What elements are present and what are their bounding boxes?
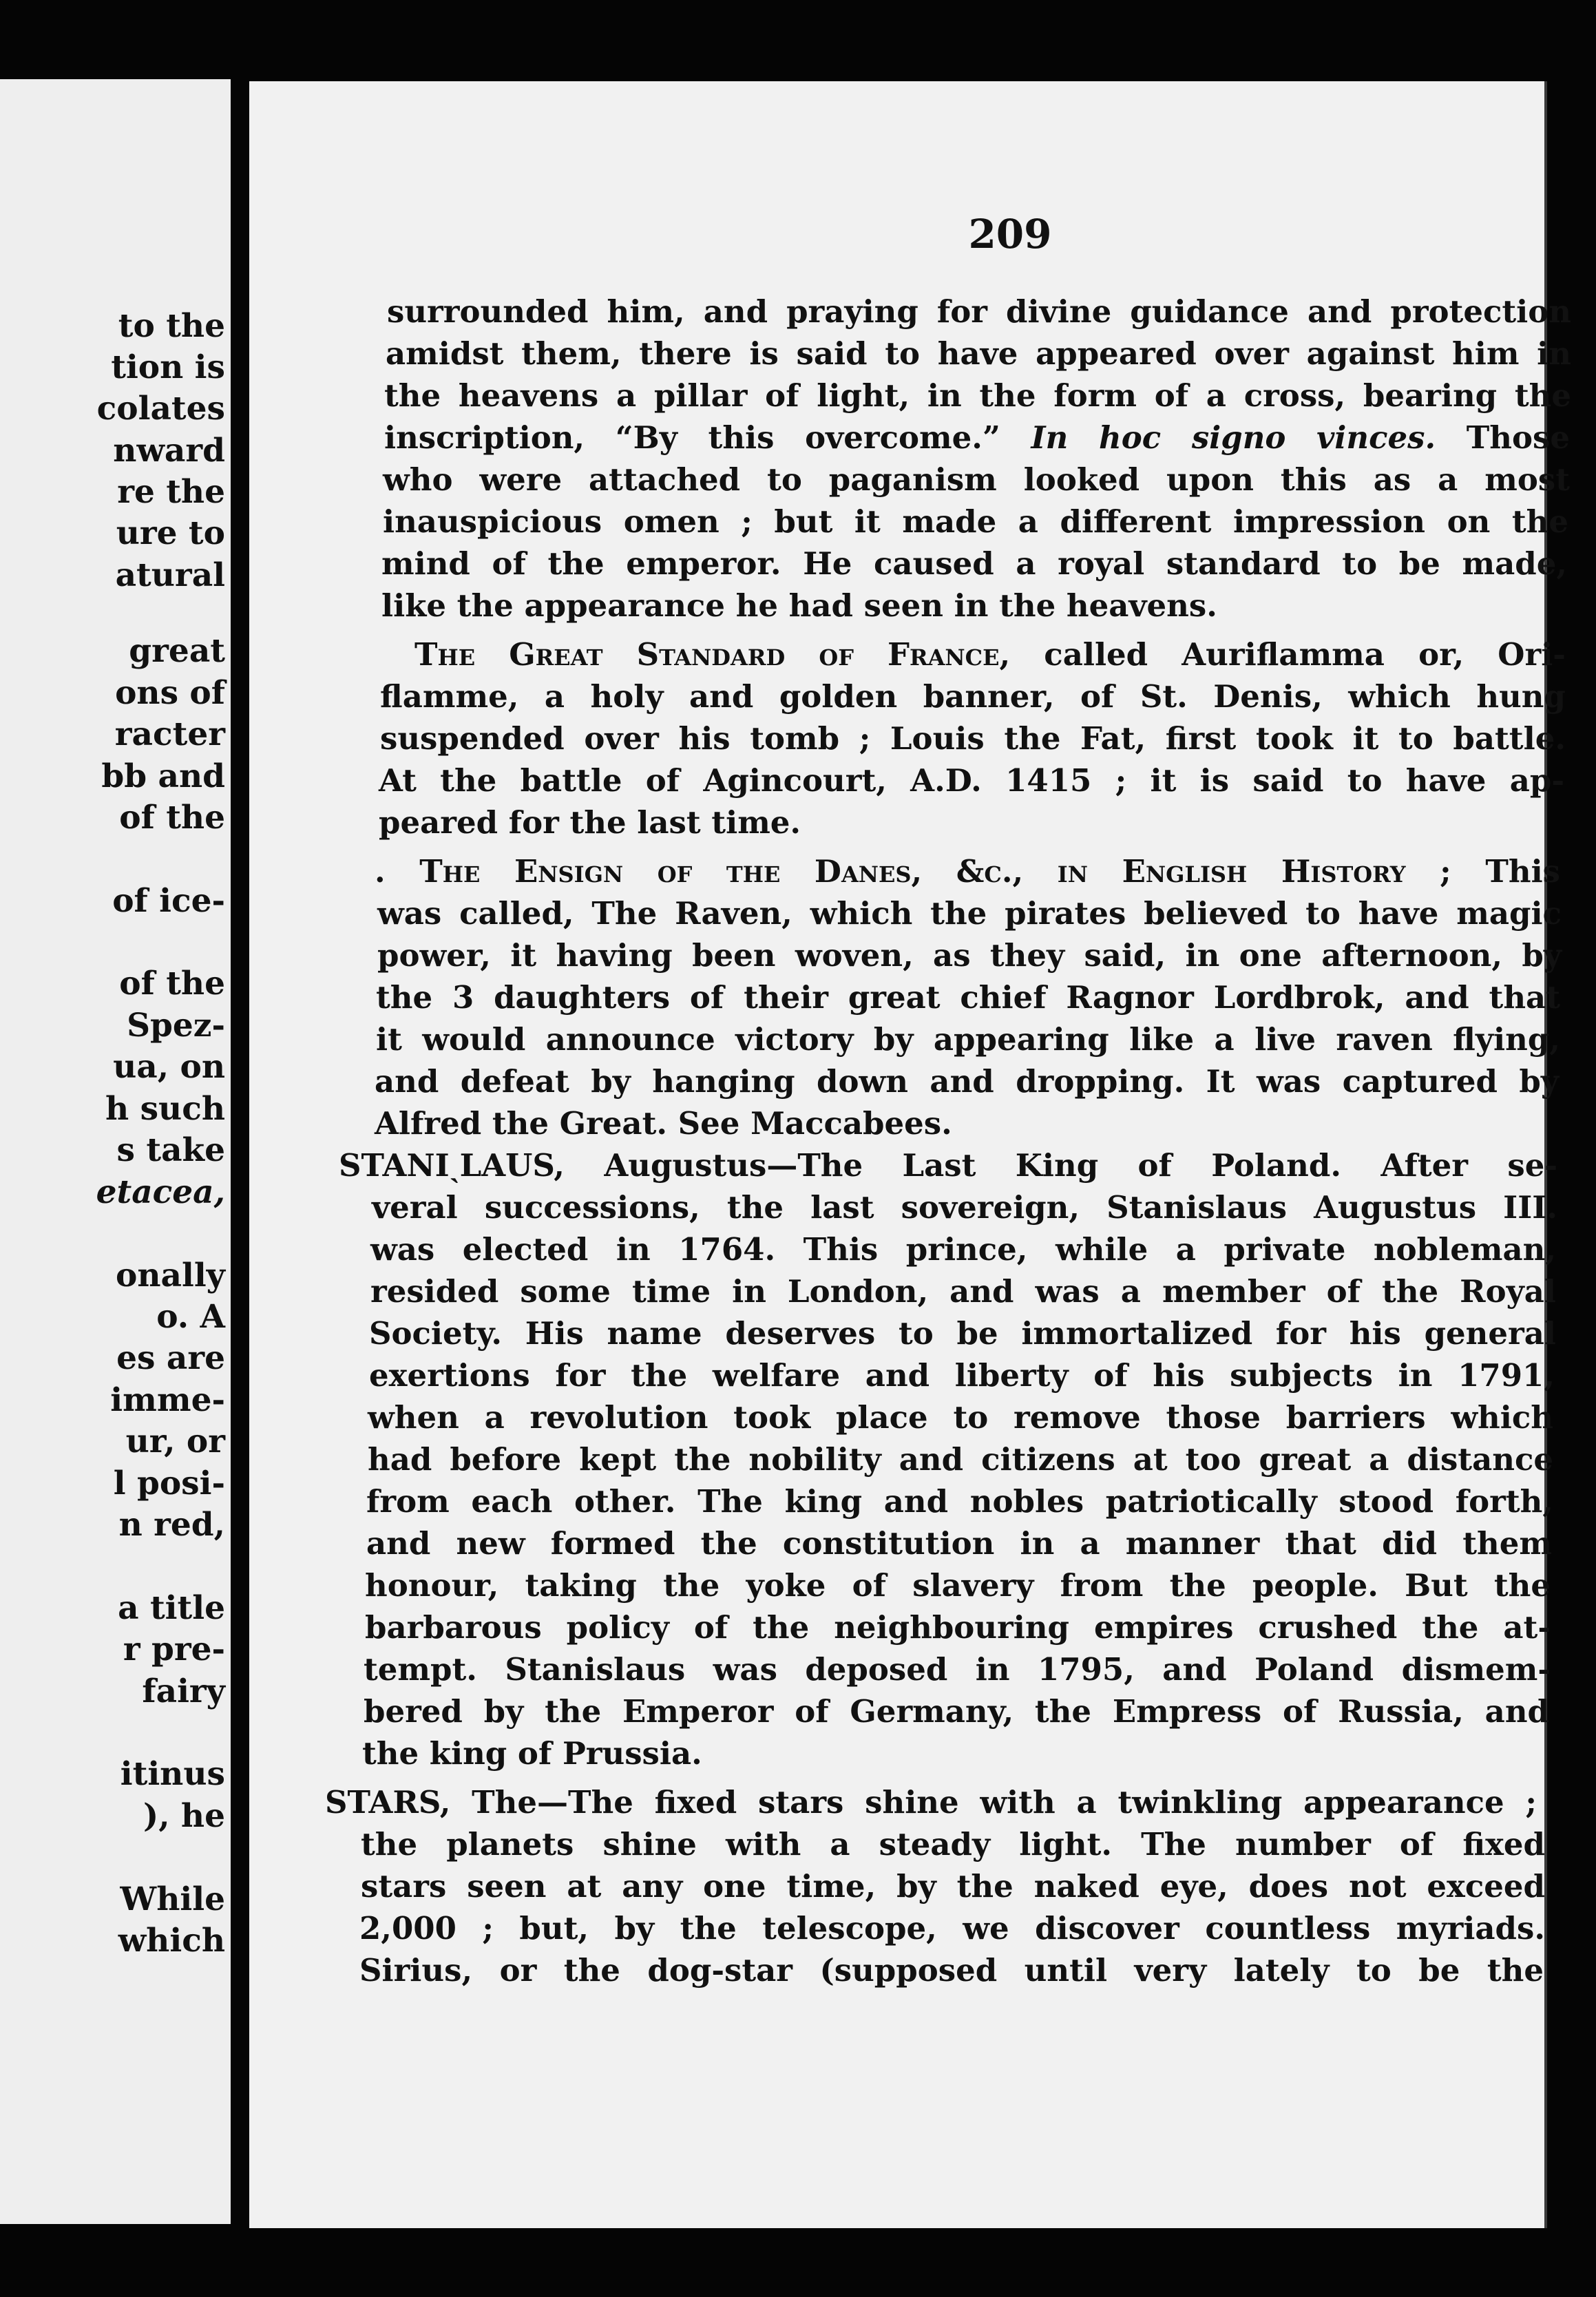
text-line: exertions for the welfare and liberty of his subjects in 1791, bbox=[369, 1357, 1555, 1394]
left-page-line: ), he bbox=[143, 1797, 225, 1835]
text-line: bered by the Emperor of Germany, the Empress of Russia, and bbox=[364, 1693, 1549, 1730]
text-line: was called, The Raven, which the pirates believed to have magic bbox=[377, 895, 1562, 932]
text-line: surrounded him, and praying for divine guidance and protection bbox=[387, 293, 1571, 330]
text-line: STANIˎLAUS, Augustus—The Last King of Poland. After se- bbox=[339, 1147, 1557, 1184]
main-page bbox=[249, 81, 1571, 2228]
text-line: mind of the emperor. He caused a royal standard to be made, bbox=[381, 545, 1567, 582]
left-page-line: fairy bbox=[142, 1672, 225, 1710]
left-page-line: nward bbox=[113, 432, 225, 470]
page-number: 209 bbox=[968, 211, 1052, 258]
text-line: flamme, a holy and golden banner, of St. Denis, which hung bbox=[380, 678, 1566, 715]
left-page-line: to the bbox=[118, 307, 225, 345]
text-line: the 3 daughters of their great chief Ragnor Lordbrok, and that bbox=[376, 979, 1560, 1016]
text-line: when a revolution took place to remove those barriers which bbox=[368, 1399, 1553, 1436]
text-line: barbarous policy of the neighbouring empires crushed the at- bbox=[365, 1609, 1551, 1646]
text-line: amidst them, there is said to have appeared over against him in bbox=[386, 335, 1571, 372]
left-page-line: of the bbox=[119, 965, 225, 1003]
text-line: resided some time in London, and was a member of the Royal bbox=[370, 1273, 1556, 1310]
left-page-line: es are bbox=[116, 1339, 225, 1377]
text-line: 2,000 ; but, by the telescope, we discover countless myriads. bbox=[359, 1910, 1545, 1947]
text-line: At the battle of Agincourt, A.D. 1415 ; it is said to have ap- bbox=[379, 762, 1564, 799]
left-page-line: r pre- bbox=[123, 1630, 225, 1668]
text-line: who were attached to paganism looked upon this as a most bbox=[383, 461, 1570, 498]
left-page-line: atural bbox=[115, 556, 225, 594]
left-page-line: etacea, bbox=[96, 1173, 225, 1211]
left-page-line: colates bbox=[96, 390, 225, 428]
left-page-line: Spez- bbox=[127, 1007, 225, 1045]
text-line: inauspicious omen ; but it made a different impression on the bbox=[383, 503, 1568, 540]
entry-heading: The Ensign of the Danes, &c., in English History bbox=[419, 853, 1406, 890]
text-run: inscription, “By this overcome.” bbox=[384, 419, 1031, 456]
text-line: it would announce victory by appearing like a live raven flying, bbox=[376, 1021, 1560, 1058]
left-page-line: s take bbox=[116, 1131, 225, 1169]
text-line: Alfred the Great. See Maccabees. bbox=[375, 1105, 952, 1142]
left-page-fragment bbox=[0, 79, 231, 2224]
text-line: suspended over his tomb ; Louis the Fat, first took it to battle. bbox=[380, 720, 1566, 757]
left-page-line: imme- bbox=[110, 1381, 225, 1419]
left-page-line: o. A bbox=[156, 1298, 225, 1336]
text-run: Those bbox=[1436, 419, 1570, 456]
latin-motto: In hoc signo vinces. bbox=[1031, 419, 1436, 456]
left-page-line: of the bbox=[119, 799, 225, 837]
text-line: and new formed the constitution in a manner that did them bbox=[366, 1525, 1552, 1562]
left-page-line: tion is bbox=[111, 348, 225, 386]
left-page-line: ons of bbox=[115, 674, 225, 712]
left-page-line: ur, or bbox=[125, 1423, 225, 1460]
text-line: like the appearance he had seen in the heavens. bbox=[381, 587, 1217, 624]
left-page-line: ua, on bbox=[113, 1048, 225, 1086]
left-page-line: onally bbox=[116, 1257, 225, 1294]
text-line: power, it having been woven, as they said, in one afternoon, by bbox=[377, 937, 1562, 974]
text-line bbox=[384, 419, 1570, 456]
text-line bbox=[414, 636, 1566, 673]
left-page-line: re the bbox=[117, 473, 225, 511]
left-page-line: While bbox=[120, 1880, 225, 1918]
text-line: and defeat by hanging down and dropping. It was captured by bbox=[375, 1063, 1559, 1100]
left-page-line: l posi- bbox=[113, 1465, 225, 1502]
left-page-line: ure to bbox=[116, 514, 225, 552]
text-line: had before kept the nobility and citizens at too great a distance bbox=[368, 1441, 1553, 1478]
left-page-line: h such bbox=[105, 1090, 225, 1128]
left-page-line: racter bbox=[114, 715, 225, 753]
left-page-line: of ice- bbox=[112, 882, 225, 920]
text-line: veral successions, the last sovereign, Stanislaus Augustus III. bbox=[372, 1189, 1557, 1226]
text-line: Society. His name deserves to be immortalized for his general bbox=[369, 1315, 1556, 1352]
text-run: . bbox=[375, 853, 420, 890]
text-line: the king of Prussia. bbox=[362, 1735, 702, 1772]
text-line: was elected in 1764. This prince, while a private nobleman, bbox=[370, 1231, 1556, 1268]
text-line: the planets shine with a steady light. The number of fixed bbox=[361, 1826, 1545, 1863]
text-run: called Auriflamma or, Ori- bbox=[1010, 636, 1566, 673]
text-line: peared for the last time. bbox=[379, 804, 801, 841]
text-line: the heavens a pillar of light, in the form of a cross, bearing the bbox=[384, 377, 1571, 414]
text-line: from each other. The king and nobles patriotically stood forth, bbox=[366, 1483, 1553, 1520]
left-page-line: great bbox=[129, 632, 225, 670]
text-line: Sirius, or the dog-star (supposed until very lately to be the bbox=[359, 1952, 1544, 1989]
text-line: stars seen at any one time, by the naked eye, does not exceed bbox=[361, 1868, 1545, 1905]
left-page-line: a title bbox=[118, 1589, 225, 1627]
text-line: STARS, The—The fixed stars shine with a twinkling appearance ; bbox=[325, 1784, 1537, 1821]
entry-heading: The Great Standard of France, bbox=[414, 636, 1011, 673]
left-page-line: itinus bbox=[120, 1755, 225, 1793]
text-line: honour, taking the yoke of slavery from the people. But the bbox=[365, 1567, 1551, 1604]
text-line: tempt. Stanislaus was deposed in 1795, and Poland dismem- bbox=[364, 1651, 1551, 1688]
text-line bbox=[375, 853, 1560, 890]
left-page-line: n red, bbox=[118, 1506, 225, 1544]
left-page-line: bb and bbox=[101, 757, 225, 795]
left-page-line: which bbox=[118, 1922, 225, 1960]
text-run: ; This bbox=[1405, 853, 1560, 890]
